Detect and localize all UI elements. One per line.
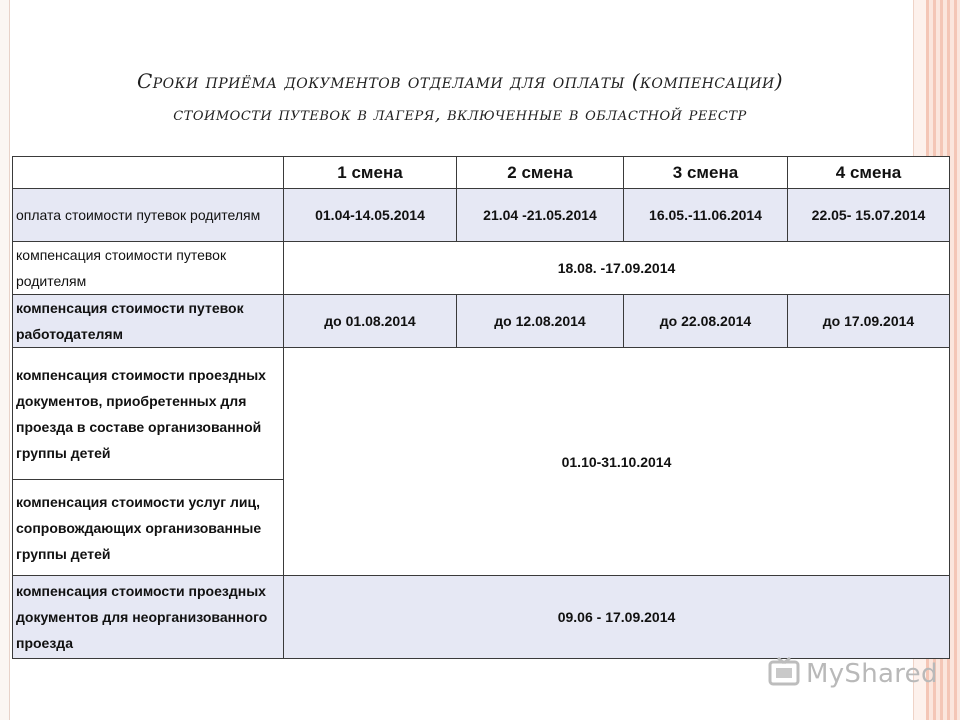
row-merged-value: 18.08. -17.09.2014 [284, 242, 950, 295]
row-value: 01.04-14.05.2014 [284, 189, 457, 242]
row-label: компенсация стоимости услуг лиц, сопровождающих организованные группы детей [13, 480, 284, 576]
slide-title-line-2: стоимости путевок в лагеря, включенные в областной реестр [173, 104, 747, 125]
header-cell-empty [13, 157, 284, 189]
header-cell-shift-1: 1 смена [284, 157, 457, 189]
myshared-watermark [768, 656, 938, 692]
header-cell-shift-2: 2 смена [457, 157, 624, 189]
header-cell-shift-3: 3 смена [624, 157, 788, 189]
row-label: компенсация стоимости путевок работодателям [13, 295, 284, 348]
table-row [13, 295, 950, 348]
table-row [13, 576, 950, 659]
row-value: 22.05- 15.07.2014 [788, 189, 950, 242]
table-row [13, 348, 950, 480]
row-value: 16.05.-11.06.2014 [624, 189, 788, 242]
slide-title [30, 64, 890, 132]
row-label: компенсация стоимости проездных документов для неорганизованного проезда [13, 576, 284, 659]
row-value: до 01.08.2014 [284, 295, 457, 348]
table-row [13, 242, 950, 295]
table-row [13, 189, 950, 242]
header-cell-shift-4: 4 смена [788, 157, 950, 189]
row-merged-value: 09.06 - 17.09.2014 [284, 576, 950, 659]
deadlines-table [12, 156, 950, 659]
row-label: компенсация стоимости проездных документов, приобретенных для проезда в составе организованной группы детей [13, 348, 284, 480]
row-value: до 12.08.2014 [457, 295, 624, 348]
myshared-watermark-text: MyShared [806, 659, 938, 689]
row-label: оплата стоимости путевок родителям [13, 189, 284, 242]
slide-frame-left [0, 0, 10, 720]
table-header-row [13, 157, 950, 189]
row-value: до 17.09.2014 [788, 295, 950, 348]
slide-title-line-1: Сроки приёма документов отделами для оплаты (компенсации) [136, 69, 784, 93]
row-label: компенсация стоимости путевок родителям [13, 242, 284, 295]
row-value: до 22.08.2014 [624, 295, 788, 348]
row-merged-value: 01.10-31.10.2014 [284, 348, 950, 576]
myshared-logo-icon [768, 656, 802, 692]
row-value: 21.04 -21.05.2014 [457, 189, 624, 242]
